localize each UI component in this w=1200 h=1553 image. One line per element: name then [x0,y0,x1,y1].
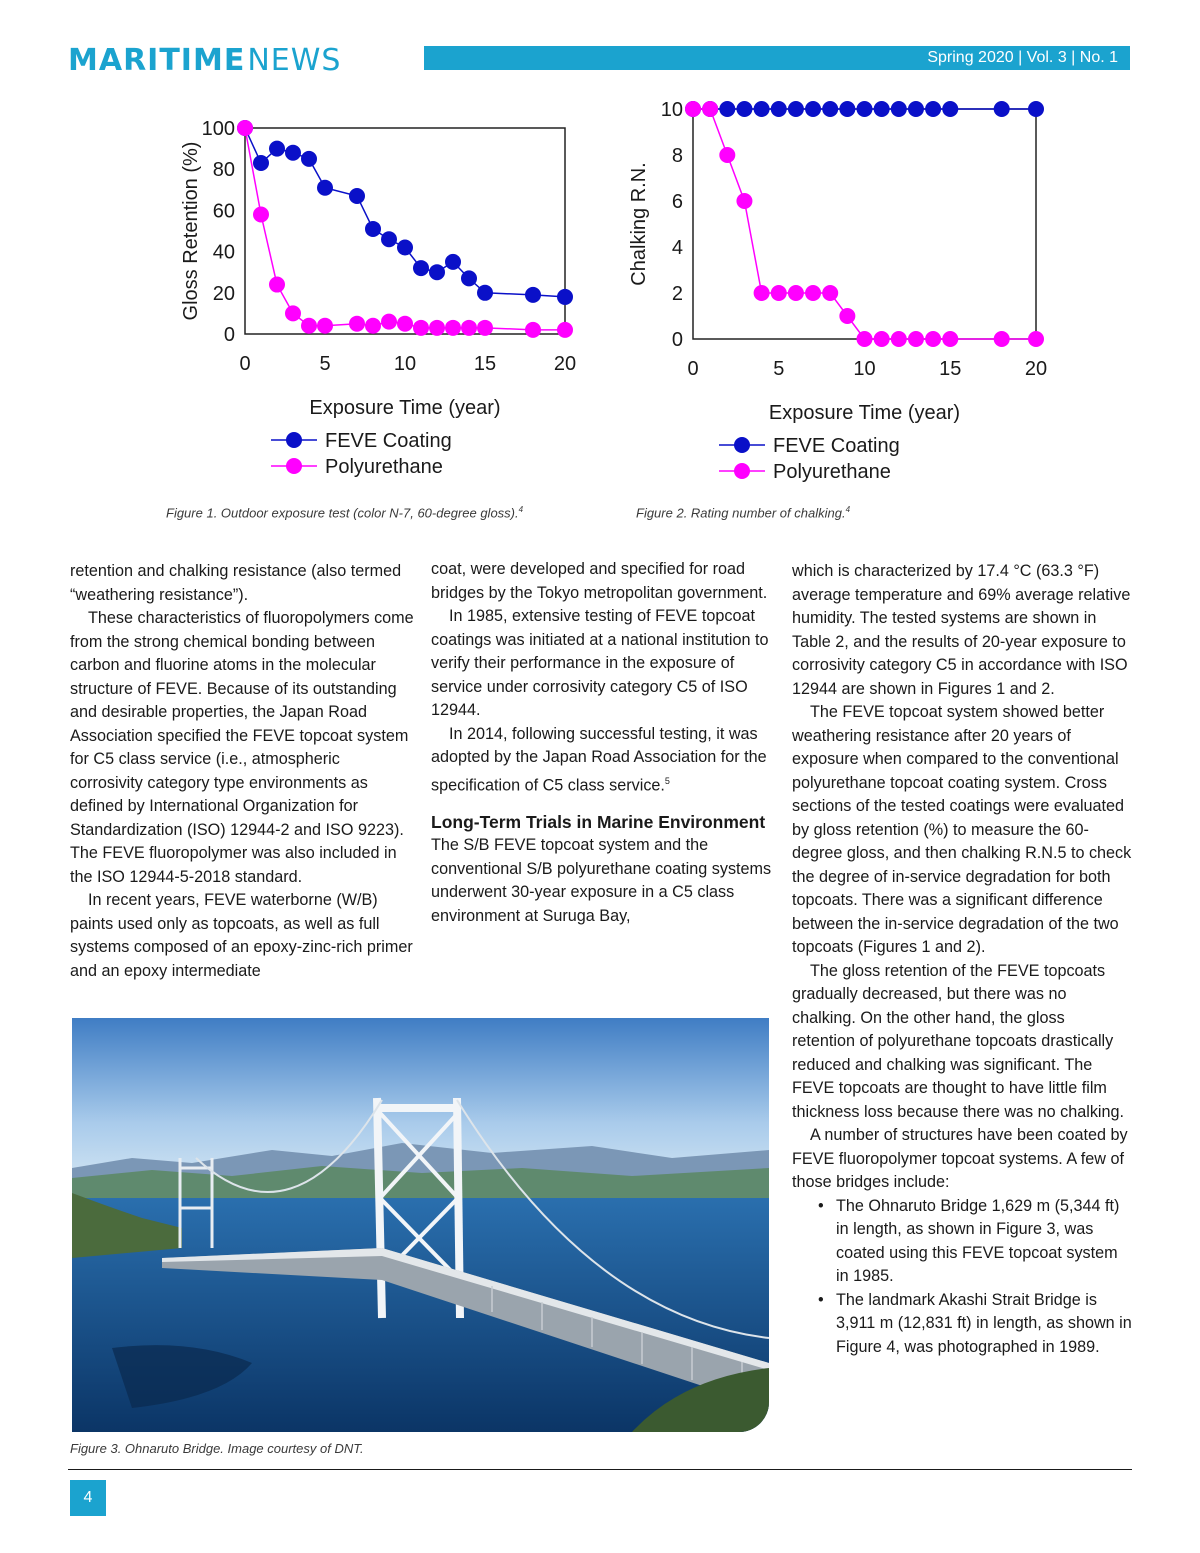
data-point [908,101,924,117]
data-point [237,120,253,136]
x-tick-label: 10 [853,358,876,380]
legend-label: FEVE Coating [325,430,452,452]
data-point [736,193,752,209]
data-point [754,101,770,117]
data-point [994,331,1010,347]
bridge-photo [72,1018,769,1432]
legend-label: FEVE Coating [773,435,900,457]
x-tick-label: 20 [553,353,577,375]
data-point [822,101,838,117]
footer-divider [68,1469,1132,1470]
x-axis-label: Exposure Time (year) [768,402,961,424]
data-point [874,331,890,347]
data-point [525,322,541,338]
col2-ref-5: 5 [664,775,670,786]
data-point [839,101,855,117]
data-point [285,305,301,321]
data-point [994,101,1010,117]
legend-marker [286,458,302,474]
data-point [477,320,493,336]
data-point [253,155,269,171]
x-tick-label: 5 [773,358,785,380]
data-point [942,101,958,117]
y-tick-label: 8 [671,145,683,167]
list-item: • The Ohnaruto Bridge 1,629 m (5,344 ft) in length, as shown in Figure 3, was coated using this FEVE topcoat system in 1985. [818,1195,1132,1289]
data-point [365,318,381,334]
data-point [788,101,804,117]
y-axis-label: Chalking R.N. [628,162,650,286]
data-point [413,260,429,276]
data-point [461,270,477,286]
data-point [685,101,701,117]
data-point [445,254,461,270]
x-tick-label: 10 [393,353,417,375]
masthead-logo [68,40,341,76]
x-tick-label: 15 [939,358,962,380]
legend-marker [286,432,302,448]
data-point [445,320,461,336]
data-point [1028,331,1044,347]
data-point [719,101,735,117]
data-point [365,221,381,237]
y-tick-label: 4 [671,237,683,259]
data-point [805,101,821,117]
figure-2-caption [636,505,850,520]
issue-info: Spring 2020 | Vol. 3 | No. 1 [424,46,1130,70]
data-point [269,277,285,293]
data-point [317,318,333,334]
data-point [349,316,365,332]
y-tick-label: 100 [201,118,235,140]
data-point [301,151,317,167]
legend-marker [734,437,750,453]
col1-paragraph-1: retention and chalking resistance (also termed “weathering resistance”). [70,562,402,604]
data-point [788,285,804,301]
data-point [839,308,855,324]
data-point [822,285,838,301]
x-tick-label: 5 [319,353,331,375]
col3-paragraph-3: The gloss retention of the FEVE topcoats gradually decreased, but there was no chalking. On the other hand, the gloss retention of polyurethane topcoats drastically reduced and chalking was significant. The FEVE topcoats are thought to have little film thickness loss because there was no chalking. [792,961,1125,1121]
data-point [397,239,413,255]
y-tick-label: 20 [212,282,235,305]
col2-paragraph-1: coat, were developed and specified for road bridges by the Tokyo metropolitan government. [431,560,768,602]
y-tick-label: 6 [671,191,683,213]
y-tick-label: 80 [212,159,235,182]
data-point [754,285,770,301]
series-line-1 [693,109,1036,339]
data-point [557,289,573,305]
data-point [253,207,269,223]
article-column-1 [70,560,415,983]
data-point [908,331,924,347]
data-point [925,101,941,117]
article-column-2 [431,558,776,928]
data-point [942,331,958,347]
y-tick-label: 10 [660,99,683,121]
plot-frame [693,109,1036,339]
data-point [461,320,477,336]
data-point [317,180,333,196]
data-point [429,320,445,336]
data-point [269,141,285,157]
data-point [429,264,445,280]
y-tick-label: 0 [223,324,235,346]
data-point [857,101,873,117]
x-tick-label: 0 [687,358,699,380]
legend-label: Polyurethane [773,461,891,483]
y-tick-label: 2 [671,283,683,305]
data-point [525,287,541,303]
data-point [771,101,787,117]
data-point [557,322,573,338]
data-point [874,101,890,117]
data-point [891,331,907,347]
col3-paragraph-1: which is characterized by 17.4 °C (63.3 °F) average temperature and 69% average relative humidity. The tested systems are shown in Table 2, and the results of 20-year exposure to corrosivity category C5 in accordance with ISO 12944 are shown in Figures 1 and 2. [792,562,1131,698]
data-point [925,331,941,347]
data-point [771,285,787,301]
chalking-svg [620,100,1050,490]
col2-paragraph-3 [431,723,776,798]
y-tick-label: 0 [671,329,683,351]
figure-2-caption-text: Figure 2. Rating number of chalking. [636,505,846,521]
data-point [301,318,317,334]
data-point [891,101,907,117]
section-heading: Long-Term Trials in Marine Environment [431,812,766,833]
data-point [736,101,752,117]
brand-news: NEWS [247,43,342,78]
data-point [381,231,397,247]
gloss-retention-chart [160,100,580,490]
col1-paragraph-2: These characteristics of fluoropolymers come from the strong chemical bonding between carbon and fluorine atoms in the molecular structure of FEVE. Because of its outstanding and desirable properties, the Japan Road Association specified the FEVE topcoat system for C5 class service (i.e., atmospheric corrosivity category type environments as defined by International Organization for Standardization (ISO) 12944-2 and ISO 9223). The FEVE fluoropolymer was also included in the ISO 12944-5-2018 standard. [70,609,414,886]
data-point [349,188,365,204]
x-tick-label: 0 [239,353,251,375]
bridge-illustration [72,1018,769,1432]
col2-paragraph-4: The S/B FEVE topcoat system and the conventional S/B polyurethane coating systems underwent 30-year exposure in a C5 class environment at Suruga Bay, [431,836,772,925]
data-point [477,285,493,301]
y-axis-label: Gloss Retention (%) [180,141,202,321]
y-tick-label: 40 [212,241,235,264]
figure-1-caption-text: Figure 1. Outdoor exposure test (color N-7, 60-degree gloss). [166,505,519,521]
figure-3-caption: Figure 3. Ohnaruto Bridge. Image courtesy of DNT. [70,1441,364,1456]
chalking-chart [620,100,1050,490]
brand-maritime: MARITIME [68,43,246,78]
data-point [381,314,397,330]
list-item: • The landmark Akashi Strait Bridge is 3,911 m (12,831 ft) in length, as shown in Figure 4, was photographed in 1989. [818,1289,1132,1360]
x-tick-label: 15 [473,353,497,375]
data-point [719,147,735,163]
col1-paragraph-3: In recent years, FEVE waterborne (W/B) paints used only as topcoats, as well as full systems composed of an epoxy-zinc-rich primer and an epoxy intermediate [70,891,413,980]
article-column-3 [792,560,1132,1359]
x-tick-label: 20 [1024,358,1048,380]
data-point [857,331,873,347]
data-point [1028,101,1044,117]
col2-paragraph-3-text: In 2014, following successful testing, it was adopted by the Japan Road Association for the specification of C5 class service. [431,724,767,794]
figure-1-ref: 4 [518,505,524,514]
data-point [702,101,718,117]
figure-2-ref: 4 [845,505,851,514]
page-number: 4 [70,1480,106,1516]
data-point [413,320,429,336]
bridge-list [818,1195,1132,1360]
gloss-retention-svg [160,100,580,490]
data-point [397,316,413,332]
y-tick-label: 60 [212,200,235,223]
data-point [285,145,301,161]
col3-paragraph-4: A number of structures have been coated by FEVE fluoropolymer topcoat systems. A few of those bridges include: [792,1126,1128,1191]
x-axis-label: Exposure Time (year) [309,397,501,419]
col2-paragraph-2: In 1985, extensive testing of FEVE topcoat coatings was initiated at a national institution to verify their performance in the exposure of service under corrosivity category C5 of ISO 12944. [431,607,769,719]
legend-marker [734,463,750,479]
legend-label: Polyurethane [325,456,443,478]
data-point [805,285,821,301]
figure-1-caption [166,505,523,520]
col3-paragraph-2: The FEVE topcoat system showed better weathering resistance after 20 years of exposure when compared to the conventional polyurethane topcoat coating system. Cross sections of the tested coatings were evaluated by gloss retention (%) to measure the 60-degree gloss, and then chalking R.N.5 to check the degree of in-service degradation for both topcoats. There was a significant difference between the in-service degradation of the two topcoats (Figures 1 and 2). [792,703,1132,956]
